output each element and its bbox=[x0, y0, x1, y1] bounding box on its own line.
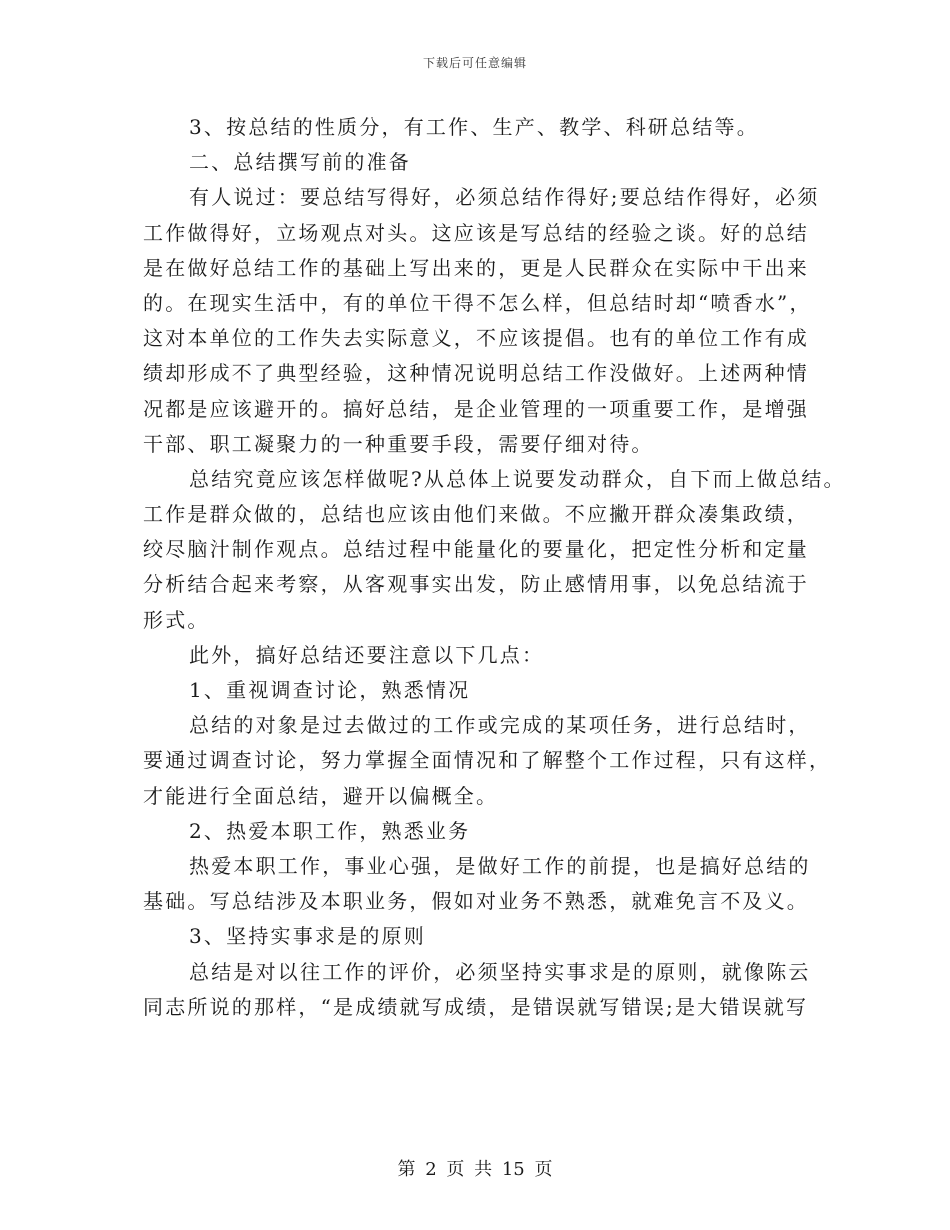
text-line: 绞尽脑汁制作观点。总结过程中能量化的要量化，把定性分析和定量 bbox=[143, 537, 809, 562]
text-line: 况都是应该避开的。搞好总结，是企业管理的一项重要工作，是增强 bbox=[143, 396, 809, 421]
text-line: 3、按总结的性质分，有工作、生产、教学、科研总结等。 bbox=[189, 115, 759, 139]
text-line: 热爱本职工作，事业心强，是做好工作的前提，也是搞好总结的 bbox=[189, 853, 811, 878]
text-line: 分析结合起来考察，从客观事实出发，防止感情用事，以免总结流于 bbox=[143, 572, 809, 597]
text-line: 这对本单位的工作失去实际意义，不应该提倡。也有的单位工作有成 bbox=[143, 326, 809, 351]
text-line: 总结是对以往工作的评价，必须坚持实事求是的原则，就像陈云 bbox=[189, 959, 811, 984]
text-line: 总结的对象是过去做过的工作或完成的某项任务，进行总结时， bbox=[189, 713, 811, 738]
text-line: 干部、职工凝聚力的一种重要手段，需要仔细对待。 bbox=[143, 431, 654, 456]
page-header: 下载后可任意编辑 bbox=[422, 56, 527, 70]
text-line: 绩却形成不了典型经验，这种情况说明总结工作没做好。上述两种情 bbox=[143, 361, 809, 386]
text-line: 形式。 bbox=[143, 607, 210, 632]
text-line: 是在做好总结工作的基础上写出来的，更是人民群众在实际中干出来 bbox=[143, 255, 809, 280]
text-line: 工作是群众做的，总结也应该由他们来做。不应撇开群众凑集政绩， bbox=[143, 502, 809, 527]
text-line: 的。在现实生活中，有的单位干得不怎么样，但总结时却“喷香水”， bbox=[143, 290, 812, 315]
document-body bbox=[143, 110, 846, 1025]
section-heading: 二、总结撰写前的准备 bbox=[189, 150, 411, 175]
subsection-heading: 2、热爱本职工作，熟悉业务 bbox=[189, 818, 471, 843]
text-line: 此外，搞好总结还要注意以下几点： bbox=[189, 642, 545, 667]
text-line: 要通过调查讨论，努力掌握全面情况和了解整个工作过程，只有这样， bbox=[143, 748, 832, 773]
text-line: 工作做得好，立场观点对头。这应该是写总结的经验之谈。好的总结 bbox=[143, 220, 809, 245]
text-line: 基础。写总结涉及本职业务，假如对业务不熟悉，就难免言不及义。 bbox=[143, 889, 809, 914]
text-line: 有人说过：要总结写得好，必须总结作得好;要总结作得好，必须 bbox=[189, 185, 820, 210]
text-line: 同志所说的那样，“是成绩就写成绩，是错误就写错误;是大错误就写 bbox=[143, 994, 809, 1019]
page-number: 第 2 页 共 15 页 bbox=[397, 1159, 553, 1180]
subsection-heading: 1、重视调查讨论，熟悉情况 bbox=[189, 678, 471, 702]
text-line: 总结究竟应该怎样做呢?从总体上说要发动群众，自下而上做总结。 bbox=[189, 466, 846, 491]
subsection-heading: 3、坚持实事求是的原则 bbox=[189, 924, 426, 949]
text-line: 才能进行全面总结，避开以偏概全。 bbox=[143, 783, 499, 808]
